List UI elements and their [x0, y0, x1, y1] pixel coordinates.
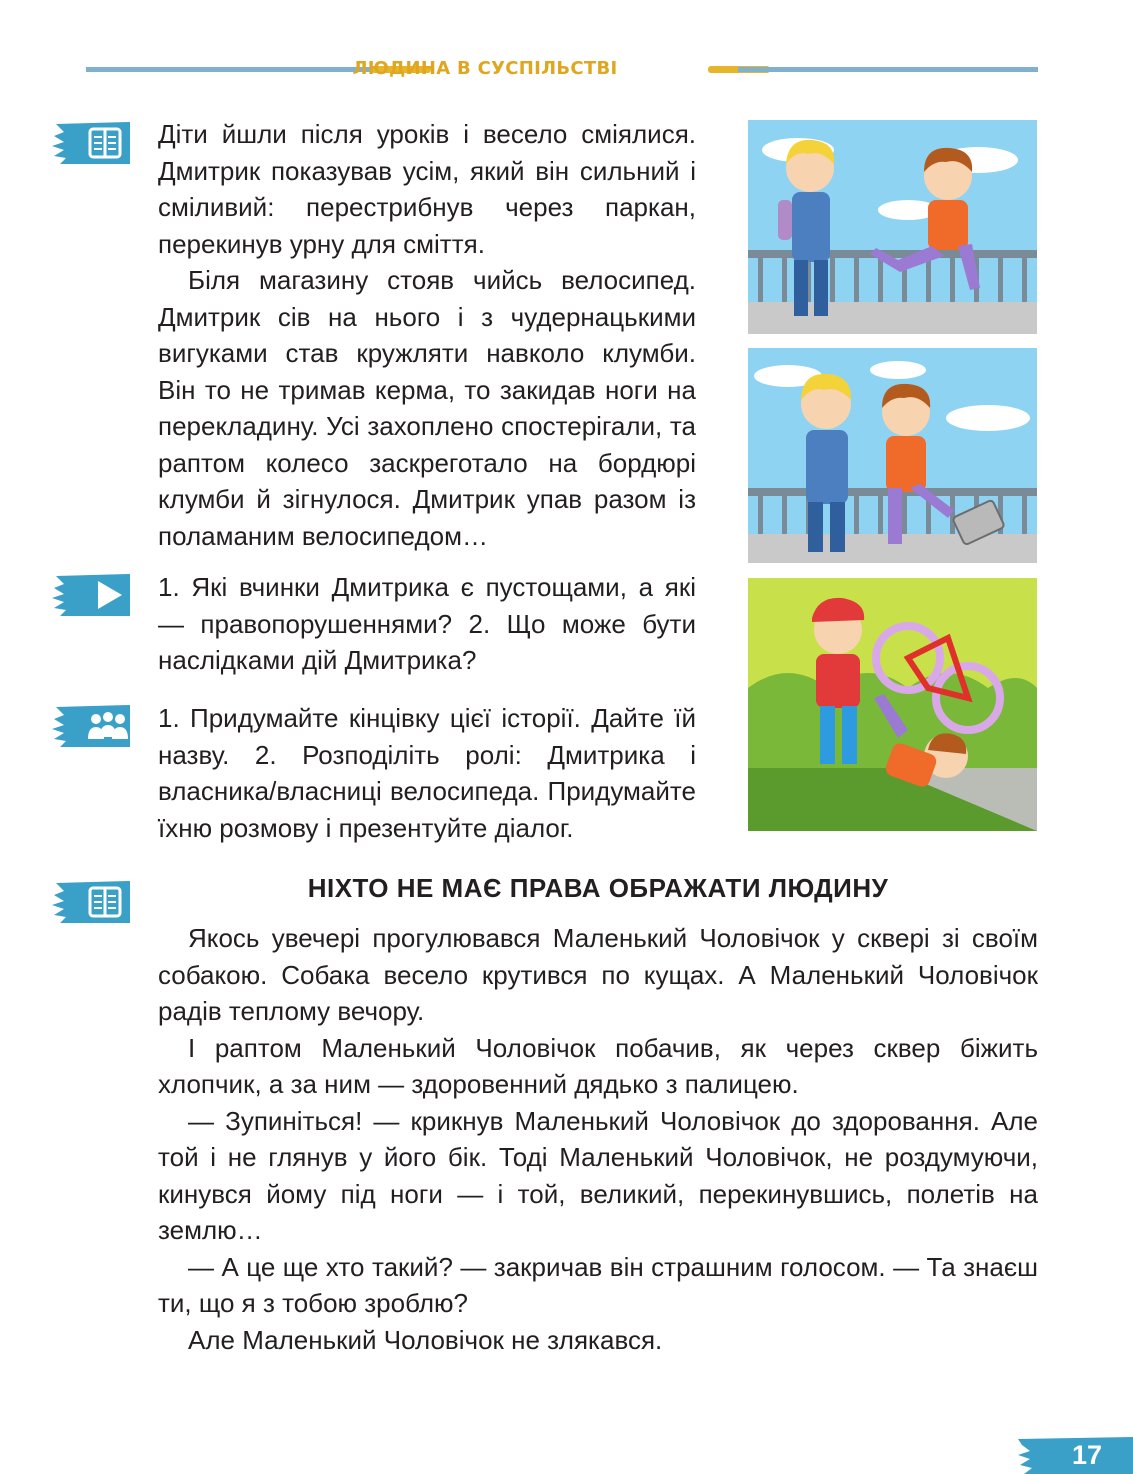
questions-paragraph: 1. Які вчинки Дмитрика є пустощами, а які — правопорушеннями? 2. Що може бути наслідками дій Дмитрика?: [158, 572, 696, 675]
page-number: [1018, 1437, 1133, 1474]
illustration-boys-fence: [748, 120, 1037, 334]
story-2-paragraph: — Зупиніться! — крикнув Маленький Чоловічок до здоровання. Але той і не глянув у його бік. Тоді Маленький Чоловічок, не роздумуючи, кинувся йому під ноги — і той, великий, перекинувшись, полетів на землю…: [158, 1105, 1038, 1245]
page-number-label: 17: [1071, 1440, 1103, 1470]
story-2-paragraph: Але Маленький Чоловічок не злякався.: [188, 1324, 663, 1355]
group-task-text: [158, 700, 696, 846]
story-1-paragraph-1: Діти йшли після уроків і весело сміялися. Дмитрик показував усім, який він сильний і сміливий: перестрибнув через паркан, перекинув урну для сміття.: [158, 119, 696, 259]
story-2-title: НІХТО НЕ МАЄ ПРАВА ОБРАЖАТИ ЛЮДИНУ: [307, 873, 889, 903]
running-header: ЛЮДИНА В СУСПІЛЬСТВІ: [352, 58, 618, 79]
illustration-boys-bin: [748, 348, 1037, 563]
story-2-paragraph: Якось увечері прогулювався Маленький Чоловічок у сквері зі своїм собакою. Собака весело крутився по кущах. А Маленький Чоловічок радів теплому вечору.: [158, 923, 1038, 1026]
reading-book-icon: [50, 879, 132, 925]
play-triangle-icon: [50, 572, 132, 618]
reading-book-icon: [50, 120, 132, 166]
story-2-paragraph: — А це ще хто такий? — закричав він страшним голосом. — Та знаєш ти, що я з тобою зроблю?: [158, 1251, 1038, 1318]
story-2-paragraph: І раптом Маленький Чоловічок побачив, як через сквер біжить хлопчик, а за ним — здоровенний дядько з палицею.: [158, 1032, 1038, 1099]
story-1-text: [158, 116, 696, 554]
illustration-bicycle-fall: [748, 578, 1037, 831]
questions-text: [158, 569, 696, 679]
story-2-text: [158, 920, 1038, 1358]
group-task-paragraph: 1. Придумайте кінцівку цієї історії. Дайте їй назву. 2. Розподіліть ролі: Дмитрика і власника/власниці велосипеда. Придумайте їхню розмову і презентуйте діалог.: [158, 703, 696, 843]
group-people-icon: [50, 703, 132, 749]
story-1-paragraph-2: Біля магазину стояв чийсь велосипед. Дмитрик сів на нього і з чудернацькими вигуками став кружляти навколо клумби. Він то не тримав керма, то закидав ноги на перекладину. Усі захоплено спостерігали, та раптом колесо заскреготало на бордюрі клумби й зігнулося. Дмитрик упав разом із поламаним велосипедом…: [158, 265, 696, 551]
